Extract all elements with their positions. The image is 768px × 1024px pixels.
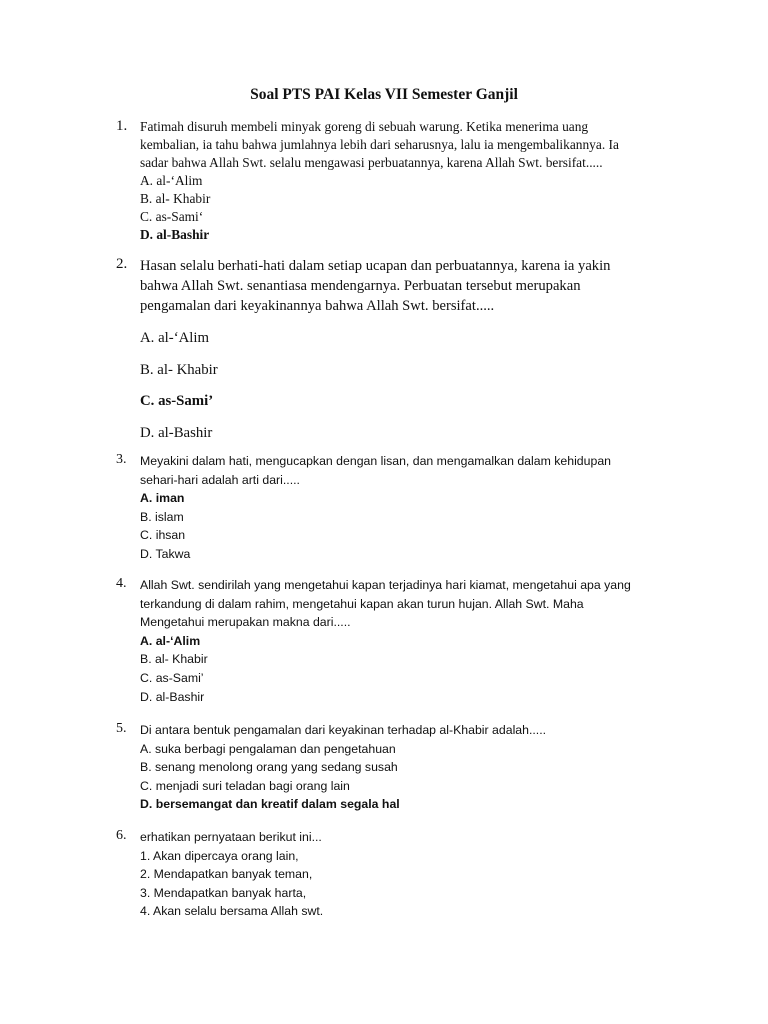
answer-option-b: B. senang menolong orang yang sedang susah <box>140 760 398 775</box>
question-body <box>140 576 676 706</box>
answer-option-a-correct: A. al-‘Alim <box>140 633 201 648</box>
question-stem-line: pengamalan dari keyakinannya bahwa Allah Swt. bersifat..... <box>140 298 495 314</box>
answer-option-d: D. Takwa <box>140 546 191 561</box>
answer-option-b: B. islam <box>140 509 184 524</box>
answer-option-c: C. as-Sami‘ <box>140 209 204 224</box>
answer-option-c-correct: C. as-Sami’ <box>140 393 214 409</box>
answer-option-c: C. menjadi suri teladan bagi orang lain <box>140 778 350 793</box>
statement-item: 1. Akan dipercaya orang lain, <box>140 848 299 863</box>
answer-option-a-correct: A. iman <box>140 491 185 506</box>
question-stem-line: bahwa Allah Swt. senantiasa mendengarnya. Perbuatan tersebut merupakan <box>140 278 581 294</box>
answer-option-c: C. ihsan <box>140 528 186 543</box>
answer-option-b: B. al- Khabir <box>140 191 211 206</box>
question-number: 4. <box>116 576 127 591</box>
answer-option-c: C. as-Sami’ <box>140 670 204 685</box>
question-body <box>140 118 676 244</box>
question-body <box>140 452 676 564</box>
statement-item: 3. Mendapatkan banyak harta, <box>140 885 307 900</box>
question-number: 6. <box>116 828 127 843</box>
question-number: 3. <box>116 452 127 467</box>
statement-item: 4. Akan selalu bersama Allah swt. <box>140 904 324 919</box>
question-stem-line: kembalian, ia tahu bahwa jumlahnya lebih dari seharusnya, lalu ia mengembalikannya. Ia <box>140 137 619 152</box>
question-stem-line: Hasan selalu berhati-hati dalam setiap ucapan dan perbuatannya, karena ia yakin <box>140 258 611 274</box>
question-stem-line: sehari-hari adalah arti dari..... <box>140 472 300 487</box>
statement-item: 2. Mendapatkan banyak teman, <box>140 867 313 882</box>
question-stem-line: erhatikan pernyataan berikut ini... <box>140 830 322 844</box>
question-number: 1. <box>116 118 128 134</box>
question-stem-line: Fatimah disuruh membeli minyak goreng di sebuah warung. Ketika menerima uang <box>140 119 589 134</box>
question-stem-line: Allah Swt. sendirilah yang mengetahui kapan terjadinya hari kiamat, mengetahui apa yang <box>140 578 631 592</box>
document-title: Soal PTS PAI Kelas VII Semester Ganjil <box>250 86 518 103</box>
question-stem-line: terkandung di dalam rahim, mengetahui kapan akan turun hujan. Allah Swt. Maha <box>140 596 584 611</box>
answer-option-d-correct: D. al-Bashir <box>140 227 210 242</box>
question-stem-line: Di antara bentuk pengamalan dari keyakinan terhadap al-Khabir adalah..... <box>140 723 547 737</box>
question-body <box>140 828 676 921</box>
answer-option-d-correct: D. bersemangat dan kreatif dalam segala hal <box>140 797 400 812</box>
question-number: 5. <box>116 721 127 736</box>
answer-option-d: D. al-Bashir <box>140 424 213 441</box>
question-stem-line: sadar bahwa Allah Swt. selalu mengawasi perbuatannya, karena Allah Swt. bersifat..... <box>140 155 603 170</box>
answer-option-b: B. al- Khabir <box>140 361 218 378</box>
question-stem-line: Mengetahui merupakan makna dari..... <box>140 615 351 630</box>
answer-option-d: D. al-Bashir <box>140 689 205 704</box>
answer-option-a: A. al-‘Alim <box>140 330 210 346</box>
question-number: 2. <box>116 256 128 272</box>
question-body <box>140 256 676 443</box>
question-body <box>140 721 676 814</box>
answer-option-a: A. suka berbagi pengalaman dan pengetahuan <box>140 741 396 756</box>
answer-option-a: A. al-‘Alim <box>140 173 203 188</box>
question-stem-line: Meyakini dalam hati, mengucapkan dengan lisan, dan mengamalkan dalam kehidupan <box>140 454 611 468</box>
answer-option-b: B. al- Khabir <box>140 652 208 667</box>
